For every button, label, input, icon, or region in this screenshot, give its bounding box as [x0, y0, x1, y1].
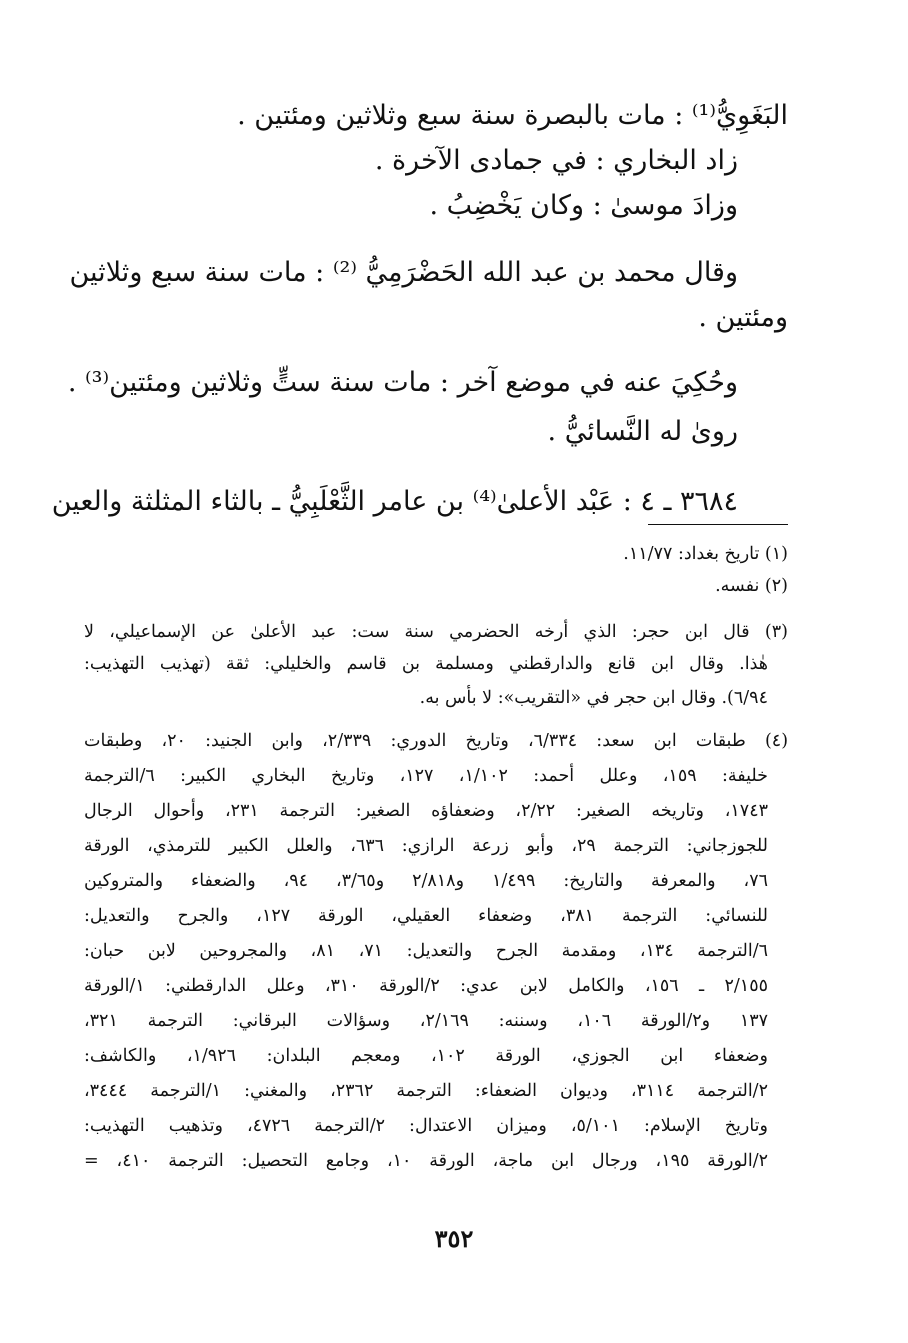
- footnote-separator: [648, 524, 788, 525]
- main-text-line-4: وقال محمد بن عبد الله الحَضْرَمِيُّ ⁽²⁾ : مات سنة سبع وثلاثين: [69, 257, 738, 288]
- footnote-line-8: ١٧٤٣، وتاريخه الصغير: ٢/٢٢، وضعفاؤه الصغير: الترجمة ٢٣١، وأحوال الرجال: [84, 801, 768, 821]
- main-text-line-3: وزادَ موسىٰ : وكان يَخْضِبُ .: [429, 190, 738, 221]
- main-text-line-1: البَغَوِيُّ⁽¹⁾ : مات بالبصرة سنة سبع وثلاثين ومئتين .: [237, 100, 788, 131]
- footnote-line-6: (٤) طبقات ابن سعد: ٦/٣٣٤، وتاريخ الدوري: ٢/٣٣٩، وابن الجنيد: ٢٠، وطبقات: [84, 731, 789, 751]
- main-text-line-8: ٣٦٨٤ ـ ٤ : عَبْد الأعلىٰ⁽⁴⁾ بن عامر الثَّعْلَبِيُّ ـ بالثاء المثلثة والعين: [51, 486, 738, 517]
- footnote-line-3: (٣) قال ابن حجر: الذي أرخه الحضرمي سنة ست: عبد الأعلىٰ عن الإسماعيلي، لا: [84, 622, 788, 642]
- footnote-line-1: (١) تاريخ بغداد: ١١/٧٧.: [623, 544, 788, 564]
- main-text-line-5: ومئتين .: [698, 302, 788, 333]
- footnote-line-17: وتاريخ الإسلام: ٥/١٠١، وميزان الاعتدال: ٢/الترجمة ٤٧٢٦، وتذهيب التهذيب:: [84, 1116, 768, 1136]
- footnote-line-12: ٦/الترجمة ١٣٤، ومقدمة الجرح والتعديل: ٧١، ٨١، والمجروحين لابن حبان:: [84, 941, 768, 961]
- footnote-line-2: (٢) نفسه.: [715, 576, 788, 596]
- footnote-line-10: ٧٦، والمعرفة والتاريخ: ١/٤٩٩ و٢/٨١٨ و٣/٦٥، ٩٤، والضعفاء والمتروكين: [84, 871, 768, 891]
- footnote-line-15: وضعفاء ابن الجوزي، الورقة ١٠٢، ومعجم البلدان: ١/٩٢٦، والكاشف:: [84, 1046, 768, 1066]
- footnote-line-18: ٢/الورقة ١٩٥، ورجال ابن ماجة، الورقة ١٠، وجامع التحصيل: الترجمة ٤١٠، =: [84, 1151, 769, 1171]
- main-text-line-6: وحُكِيَ عنه في موضع آخر : مات سنة ستٍّ وثلاثين ومئتين⁽³⁾ .: [67, 367, 738, 398]
- footnote-line-9: للجوزجاني: الترجمة ٢٩، وأبو زرعة الرازي: ٦٣٦، والعلل الكبير للترمذي، الورقة: [84, 836, 768, 856]
- footnote-line-4: هٰذا. وقال ابن قانع والدارقطني ومسلمة بن قاسم والخليلي: ثقة (تهذيب التهذيب:: [84, 654, 768, 674]
- footnote-line-16: ٢/الترجمة ٣١١٤، وديوان الضعفاء: الترجمة ٢٣٦٢، والمغني: ١/الترجمة ٣٤٤٤،: [84, 1081, 768, 1101]
- footnote-line-5: ٦/٩٤). وقال ابن حجر في «التقريب»: لا بأس به.: [419, 688, 768, 708]
- page-number: ٣٥٢: [434, 1224, 474, 1253]
- footnote-line-13: ٢/١٥٥ ـ ١٥٦، والكامل لابن عدي: ٢/الورقة ٣١٠، وعلل الدارقطني: ١/الورقة: [84, 976, 768, 996]
- footnote-line-11: للنسائي: الترجمة ٣٨١، وضعفاء العقيلي، الورقة ١٢٧، والجرح والتعديل:: [84, 906, 768, 926]
- main-text-line-7: روىٰ له النَّسائيُّ .: [547, 416, 738, 447]
- main-text-line-2: زاد البخاري : في جمادى الآخرة .: [374, 145, 738, 176]
- footnote-line-7: خليفة: ١٥٩، وعلل أحمد: ١/١٠٢، ١٢٧، وتاريخ البخاري الكبير: ٦/الترجمة: [84, 766, 768, 786]
- footnote-line-14: ١٣٧ و٢/الورقة ١٠٦، وسننه: ٢/١٦٩، وسؤالات البرقاني: الترجمة ٣٢١،: [84, 1011, 769, 1031]
